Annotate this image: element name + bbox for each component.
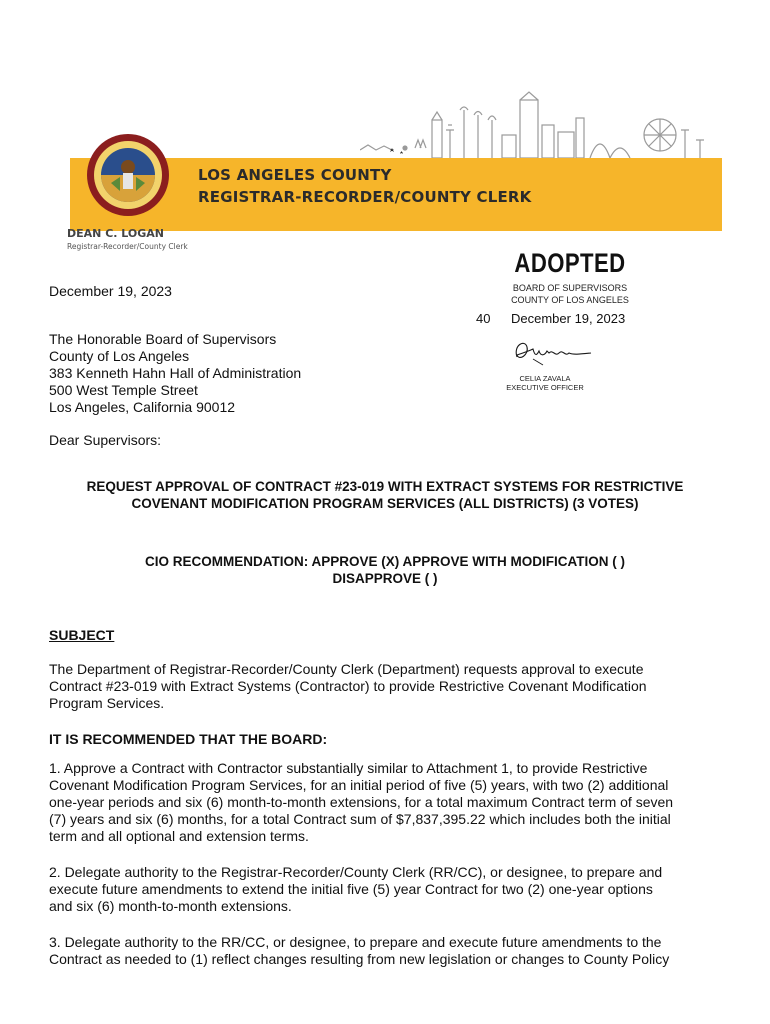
city-skyline-graphic (360, 90, 720, 160)
adopted-county-line: COUNTY OF LOS ANGELES (511, 295, 629, 305)
signer-name: CELIA ZAVALA (519, 374, 571, 383)
county-seal-icon (86, 133, 170, 217)
recipient-address (49, 331, 301, 416)
recommendation-2 (49, 864, 725, 915)
officer-title: Registrar-Recorder/County Clerk (67, 242, 188, 251)
executive-signer (470, 374, 620, 392)
salutation: Dear Supervisors: (49, 432, 162, 448)
text-line: one-year periods and six (6) month-to-month extensions, for a total maximum Contract term of seven (49, 794, 674, 810)
text-line: execute future amendments to extend the initial five (5) year Contract for two (2) one-year options (49, 881, 653, 897)
text-line: The Department of Registrar-Recorder/County Clerk (Department) requests approval to execute (49, 661, 644, 677)
officer-name: DEAN C. LOGAN (67, 227, 164, 240)
request-title (40, 478, 730, 512)
recommendation-1 (49, 760, 725, 845)
letterhead (0, 0, 770, 260)
recommendation-3 (49, 934, 725, 968)
signer-title: EXECUTIVE OFFICER (506, 383, 584, 392)
address-line: County of Los Angeles (49, 348, 190, 364)
organization-name (198, 164, 532, 208)
org-line-1: LOS ANGELES COUNTY (198, 166, 392, 184)
text-line: (7) years and six (6) months, for a total Contract sum of $7,837,395.22 which includes both the initial (49, 811, 671, 827)
address-line: Los Angeles, California 90012 (49, 399, 236, 415)
text-line: Contract as needed to (1) reflect changes resulting from new legislation or changes to County Policy (49, 951, 670, 967)
address-line: 500 West Temple Street (49, 382, 198, 398)
text-line: term and all optional and extension terms. (49, 828, 309, 844)
request-title-line: COVENANT MODIFICATION PROGRAM SERVICES (ALL DISTRICTS) (3 VOTES) (131, 496, 639, 511)
subject-heading: SUBJECT (49, 627, 115, 643)
adopted-board-line: BOARD OF SUPERVISORS (512, 283, 628, 293)
text-line: 1. Approve a Contract with Contractor substantially similar to Attachment 1, to provide Restrictive (49, 760, 648, 776)
address-line: The Honorable Board of Supervisors (49, 331, 277, 347)
subject-paragraph (49, 661, 725, 712)
address-line: 383 Kenneth Hahn Hall of Administration (49, 365, 302, 381)
text-line: Program Services. (49, 695, 165, 711)
cio-line: DISAPPROVE ( ) (332, 571, 438, 586)
text-line: Covenant Modification Program Services, for an initial period of five (5) years, with two (2) additional (49, 777, 669, 793)
text-line: Contract #23-019 with Extract Systems (Contractor) to provide Restrictive Covenant Modification (49, 678, 647, 694)
officer-block (67, 227, 188, 251)
adopted-date: December 19, 2023 (511, 311, 626, 326)
org-line-2: REGISTRAR-RECORDER/COUNTY CLERK (198, 188, 532, 206)
adopted-title: ADOPTED (514, 248, 626, 278)
recommended-heading: IT IS RECOMMENDED THAT THE BOARD: (49, 731, 328, 747)
adopted-stamp (470, 248, 670, 306)
signature-image (503, 335, 593, 367)
text-line: and six (6) month-to-month extensions. (49, 898, 292, 914)
text-line: 2. Delegate authority to the Registrar-Recorder/County Clerk (RR/CC), or designee, to prepare and (49, 864, 663, 880)
cio-line: CIO RECOMMENDATION: APPROVE (X) APPROVE WITH MODIFICATION ( ) (145, 554, 625, 569)
letter-date: December 19, 2023 (49, 283, 172, 299)
request-title-line: REQUEST APPROVAL OF CONTRACT #23-019 WITH EXTRACT SYSTEMS FOR RESTRICTIVE (86, 479, 684, 494)
cio-recommendation (40, 553, 730, 587)
adopted-item-number: 40 (476, 311, 491, 326)
text-line: 3. Delegate authority to the RR/CC, or designee, to prepare and execute future amendments to the (49, 934, 662, 950)
